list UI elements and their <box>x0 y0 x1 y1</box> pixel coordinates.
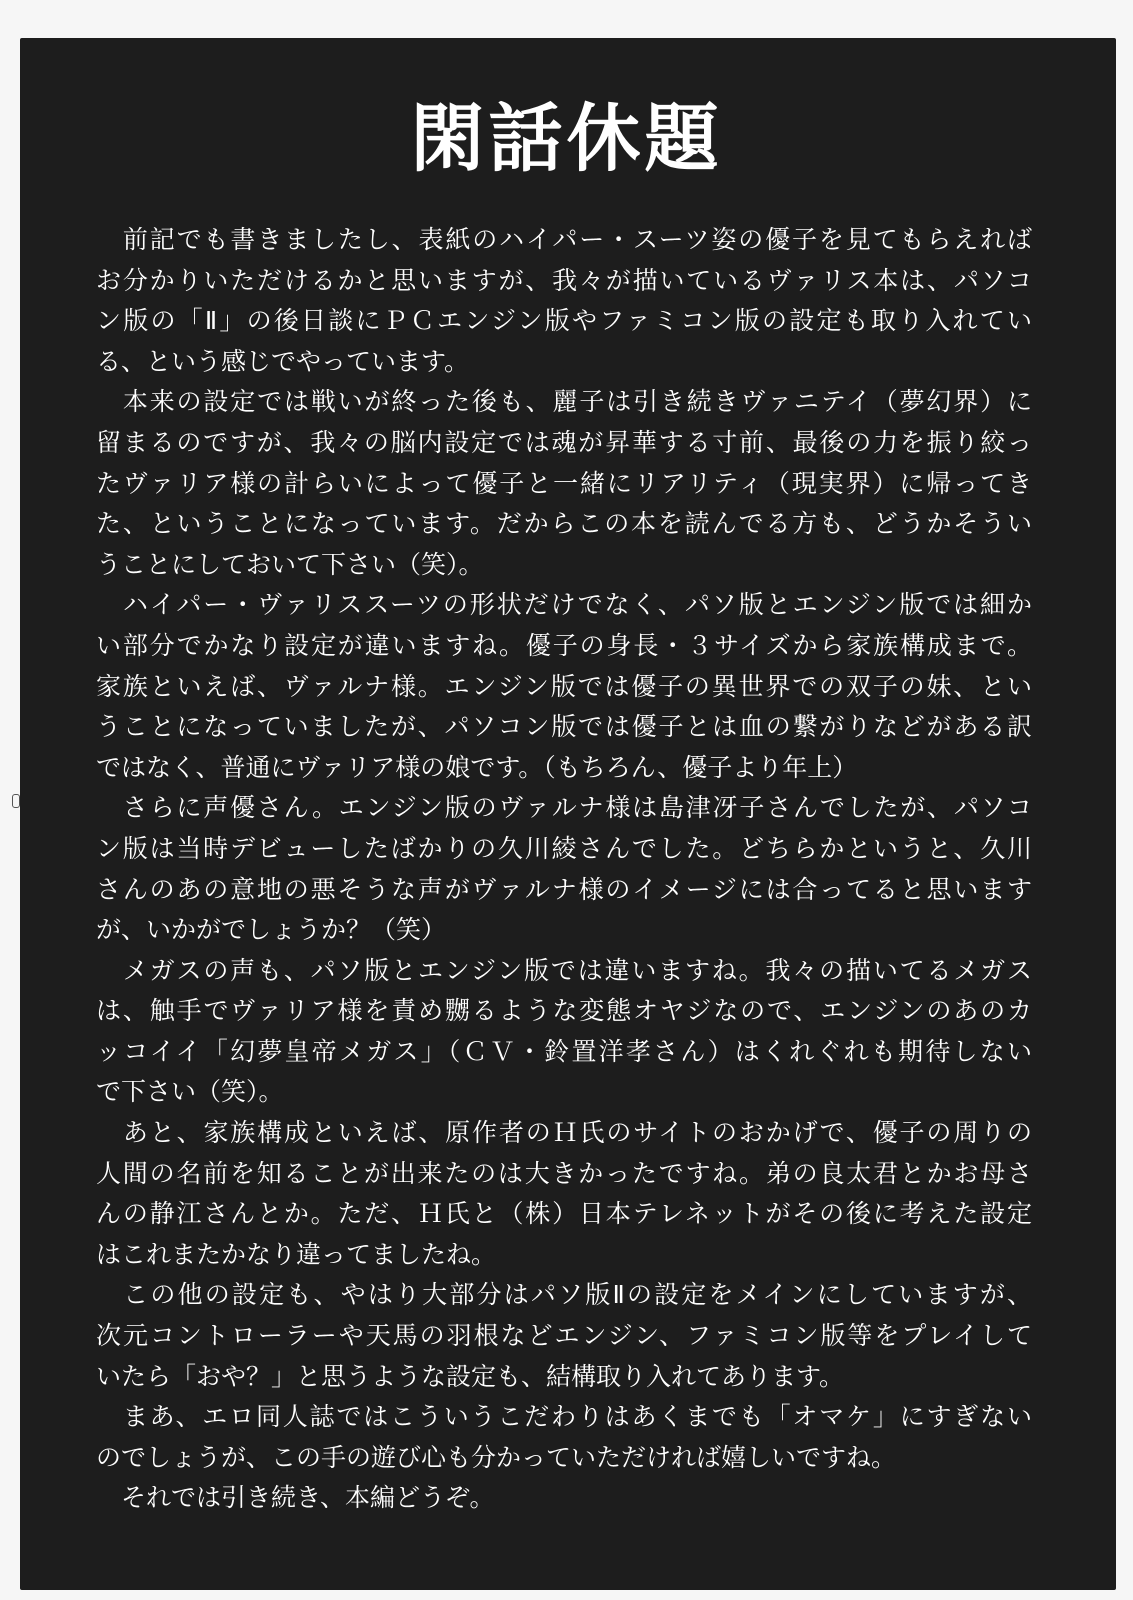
page-title: 閑話休題 <box>410 96 723 182</box>
text-line: はこれまたかなり違ってましたね。 <box>96 1239 497 1269</box>
text-line: ン版の「Ⅱ」の後日談にＰＣエンジン版やファミコン版の設定も取り入れてい <box>96 306 1032 336</box>
text-line: 人間の名前を知ることが出来たのは大きかったですね。弟の良太君とかお母さ <box>96 1158 1032 1188</box>
text-line: まあ、エロ同人誌ではこういうこだわりはあくまでも「オマケ」にすぎない <box>96 1402 1032 1432</box>
text-line: いたら「おや？」と思うような設定も、結構取り入れてあります。 <box>96 1361 845 1391</box>
text-line: は、触手でヴァリア様を責め嬲るような変態オヤジなので、エンジンのあのカ <box>96 996 1032 1026</box>
text-line: この他の設定も、やはり大部分はパソ版Ⅱの設定をメインにしていますが、 <box>96 1280 1032 1310</box>
text-line: 家族といえば、ヴァルナ様。エンジン版では優子の異世界での双子の妹、とい <box>96 671 1032 701</box>
text-line: ン版は当時デビューしたばかりの久川綾さんでした。どちらかというと、久川 <box>96 833 1032 863</box>
text-line: メガスの声も、パソ版とエンジン版では違いますね。我々の描いてるメガス <box>96 955 1032 985</box>
text-line: たヴァリア様の計らいによって優子と一緒にリアリティ（現実界）に帰ってき <box>96 468 1032 498</box>
text-line: た、ということになっています。だからこの本を読んでる方も、どうかそうい <box>96 509 1032 539</box>
body-text <box>96 220 1032 1519</box>
text-line: お分かりいただけるかと思いますが、我々が描いているヴァリス本は、パソコ <box>96 265 1032 295</box>
text-line: うことにしておいて下さい（笑）。 <box>96 549 484 579</box>
text-line: のでしょうが、この手の遊び心も分かっていただければ嬉しいですね。 <box>96 1442 897 1472</box>
text-line: あと、家族構成といえば、原作者のＨ氏のサイトのおかげで、優子の周りの <box>96 1118 1032 1148</box>
text-line: 次元コントローラーや天馬の羽根などエンジン、ファミコン版等をプレイして <box>96 1321 1032 1351</box>
text-line: が、いかがでしょうか？（笑） <box>96 915 447 945</box>
scan-mark <box>12 794 20 808</box>
text-line: んの静江さんとか。ただ、Ｈ氏と（株）日本テレネットがその後に考えた設定 <box>96 1199 1032 1229</box>
text-line: る、という感じでやっています。 <box>96 346 470 376</box>
text-line: それでは引き続き、本編どうぞ。 <box>96 1483 495 1513</box>
text-line: ッコイイ「幻夢皇帝メガス」（ＣＶ・鈴置洋孝さん）はくれぐれも期待しない <box>96 1036 1032 1066</box>
text-line: で下さい（笑）。 <box>96 1077 284 1107</box>
text-line: さらに声優さん。エンジン版のヴァルナ様は島津冴子さんでしたが、パソコ <box>96 793 1032 823</box>
text-line: 留まるのですが、我々の脳内設定では魂が昇華する寸前、最後の力を振り絞っ <box>96 427 1032 457</box>
text-line: ではなく、普通にヴァリア様の娘です。（もちろん、優子より年上） <box>96 752 858 782</box>
text-line: うことになっていましたが、パソコン版では優子とは血の繋がりなどがある訳 <box>96 712 1032 742</box>
text-line: 本来の設定では戦いが終った後も、麗子は引き続きヴァニテイ（夢幻界）に <box>96 387 1032 417</box>
text-line: い部分でかなり設定が違いますね。優子の身長・３サイズから家族構成まで。 <box>96 630 1032 660</box>
text-line: ハイパー・ヴァリススーツの形状だけでなく、パソ版とエンジン版では細か <box>96 590 1032 620</box>
text-line: さんのあの意地の悪そうな声がヴァルナ様のイメージには合ってると思います <box>96 874 1032 904</box>
text-line: 前記でも書きましたし、表紙のハイパー・スーツ姿の優子を見てもらえれば <box>96 225 1032 254</box>
